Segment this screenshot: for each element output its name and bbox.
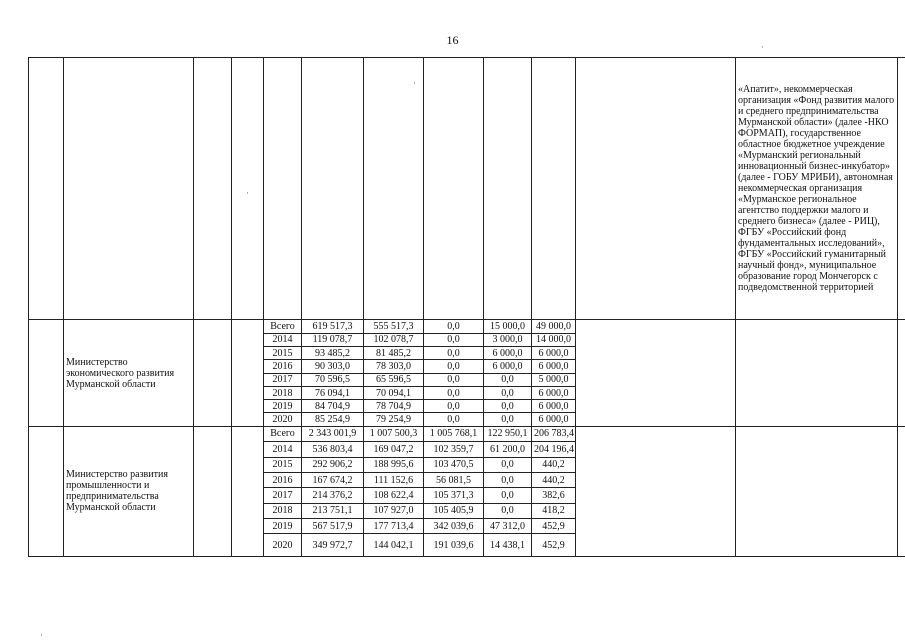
value-cell: 6 000,0 — [532, 346, 576, 359]
value-cell: 452,9 — [532, 534, 576, 557]
year-cell: 2015 — [264, 457, 302, 472]
continuation-row — [29, 58, 905, 320]
value-cell: 0,0 — [484, 472, 532, 487]
total-cell: 70 596,5 — [302, 373, 364, 386]
year-cell: 2017 — [264, 488, 302, 503]
year-cell: 2016 — [264, 472, 302, 487]
value-cell: 144 042,1 — [364, 534, 424, 557]
value-cell: 0,0 — [484, 457, 532, 472]
value-cell: 6 000,0 — [484, 346, 532, 359]
value-cell: 440,2 — [532, 457, 576, 472]
value-cell: 382,6 — [532, 488, 576, 503]
value-cell: 0,0 — [424, 373, 484, 386]
value-cell: 102 359,7 — [424, 442, 484, 457]
year-cell: 2018 — [264, 503, 302, 518]
total-cell: 567 517,9 — [302, 518, 364, 533]
value-cell: 5 000,0 — [532, 373, 576, 386]
total-cell: 167 674,2 — [302, 472, 364, 487]
year-cell: 2015 — [264, 346, 302, 359]
value-cell: 555 517,3 — [364, 320, 424, 333]
value-cell: 102 078,7 — [364, 333, 424, 346]
value-cell: 0,0 — [484, 400, 532, 413]
year-cell: Всего — [264, 426, 302, 441]
organization-name: Министерство экономического развития Мурманской области — [64, 320, 194, 427]
value-cell: 0,0 — [424, 413, 484, 426]
value-cell: 0,0 — [424, 360, 484, 373]
value-cell: 191 039,6 — [424, 534, 484, 557]
value-cell: 1 007 500,3 — [364, 426, 424, 441]
year-cell: 2016 — [264, 360, 302, 373]
value-cell: 105 371,3 — [424, 488, 484, 503]
value-cell: 0,0 — [484, 503, 532, 518]
value-cell: 440,2 — [532, 472, 576, 487]
value-cell: 6 000,0 — [532, 360, 576, 373]
value-cell: 169 047,2 — [364, 442, 424, 457]
total-cell: 349 972,7 — [302, 534, 364, 557]
value-cell: 78 303,0 — [364, 360, 424, 373]
value-cell: 70 094,1 — [364, 386, 424, 399]
value-cell: 6 000,0 — [532, 413, 576, 426]
value-cell: 103 470,5 — [424, 457, 484, 472]
value-cell: 108 622,4 — [364, 488, 424, 503]
year-cell: 2020 — [264, 413, 302, 426]
value-cell: 78 704,9 — [364, 400, 424, 413]
value-cell: 61 200,0 — [484, 442, 532, 457]
value-cell: 0,0 — [484, 386, 532, 399]
table-row — [29, 320, 905, 333]
total-cell: 84 704,9 — [302, 400, 364, 413]
value-cell: 107 927,0 — [364, 503, 424, 518]
value-cell: 0,0 — [484, 488, 532, 503]
value-cell: 188 995,6 — [364, 457, 424, 472]
value-cell: 15 000,0 — [484, 320, 532, 333]
total-cell: 292 906,2 — [302, 457, 364, 472]
value-cell: 111 152,6 — [364, 472, 424, 487]
value-cell: 49 000,0 — [532, 320, 576, 333]
total-cell: 213 751,1 — [302, 503, 364, 518]
value-cell: 342 039,6 — [424, 518, 484, 533]
value-cell: 418,2 — [532, 503, 576, 518]
year-cell: 2019 — [264, 518, 302, 533]
value-cell: 79 254,9 — [364, 413, 424, 426]
value-cell: 6 000,0 — [532, 386, 576, 399]
year-cell: 2014 — [264, 442, 302, 457]
value-cell: 56 081,5 — [424, 472, 484, 487]
value-cell: 105 405,9 — [424, 503, 484, 518]
value-cell: 122 950,1 — [484, 426, 532, 441]
value-cell: 65 596,5 — [364, 373, 424, 386]
year-cell: 2019 — [264, 400, 302, 413]
value-cell: 0,0 — [424, 386, 484, 399]
year-cell: 2017 — [264, 373, 302, 386]
total-cell: 93 485,2 — [302, 346, 364, 359]
value-cell: 0,0 — [424, 400, 484, 413]
value-cell: 47 312,0 — [484, 518, 532, 533]
table-row — [29, 426, 905, 441]
participants-description: «Апатит», некоммерческая организация «Фонд развития малого и среднего предпринимательства Мурманской области» (далее -НКО ФОРМАП), государственное областное бюджетное учреждение «Мурманский региональный инновационный бизнес-инкубатор» (далее - ГОБУ МРИБИ), автономная некоммерческая организация «Мурманское региональное агентство поддержки малого и среднего бизнеса» (далее - РИЦ), ФГБУ «Российский фонд фундаментальных исследований», ФГБУ «Российский гуманитарный научный фонд», муниципальное образование город Мончегорск с подведомственной территорией — [736, 58, 898, 320]
total-cell: 214 376,2 — [302, 488, 364, 503]
total-cell: 536 803,4 — [302, 442, 364, 457]
organization-name: Министерство развития промышленности и предпринимательства Мурманской области — [64, 426, 194, 556]
value-cell: 14 438,1 — [484, 534, 532, 557]
page-number: 16 — [446, 33, 459, 47]
value-cell: 3 000,0 — [484, 333, 532, 346]
value-cell: 177 713,4 — [364, 518, 424, 533]
budget-table — [28, 57, 905, 557]
value-cell: 14 000,0 — [532, 333, 576, 346]
total-cell: 619 517,3 — [302, 320, 364, 333]
value-cell: 206 783,4 — [532, 426, 576, 441]
year-cell: 2020 — [264, 534, 302, 557]
year-cell: 2018 — [264, 386, 302, 399]
scan-speck: · — [761, 42, 764, 52]
value-cell: 0,0 — [424, 346, 484, 359]
year-cell: 2014 — [264, 333, 302, 346]
scan-speck: · — [40, 630, 43, 640]
total-cell: 90 303,0 — [302, 360, 364, 373]
value-cell: 81 485,2 — [364, 346, 424, 359]
value-cell: 204 196,4 — [532, 442, 576, 457]
value-cell: 0,0 — [424, 333, 484, 346]
value-cell: 452,9 — [532, 518, 576, 533]
value-cell: 6 000,0 — [532, 400, 576, 413]
total-cell: 85 254,9 — [302, 413, 364, 426]
total-cell: 2 343 001,9 — [302, 426, 364, 441]
total-cell: 76 094,1 — [302, 386, 364, 399]
value-cell: 1 005 768,1 — [424, 426, 484, 441]
value-cell: 0,0 — [424, 320, 484, 333]
value-cell: 0,0 — [484, 373, 532, 386]
year-cell: Всего — [264, 320, 302, 333]
scan-speck: · — [246, 188, 249, 198]
scan-speck: · — [413, 78, 416, 88]
value-cell: 6 000,0 — [484, 360, 532, 373]
value-cell: 0,0 — [484, 413, 532, 426]
total-cell: 119 078,7 — [302, 333, 364, 346]
